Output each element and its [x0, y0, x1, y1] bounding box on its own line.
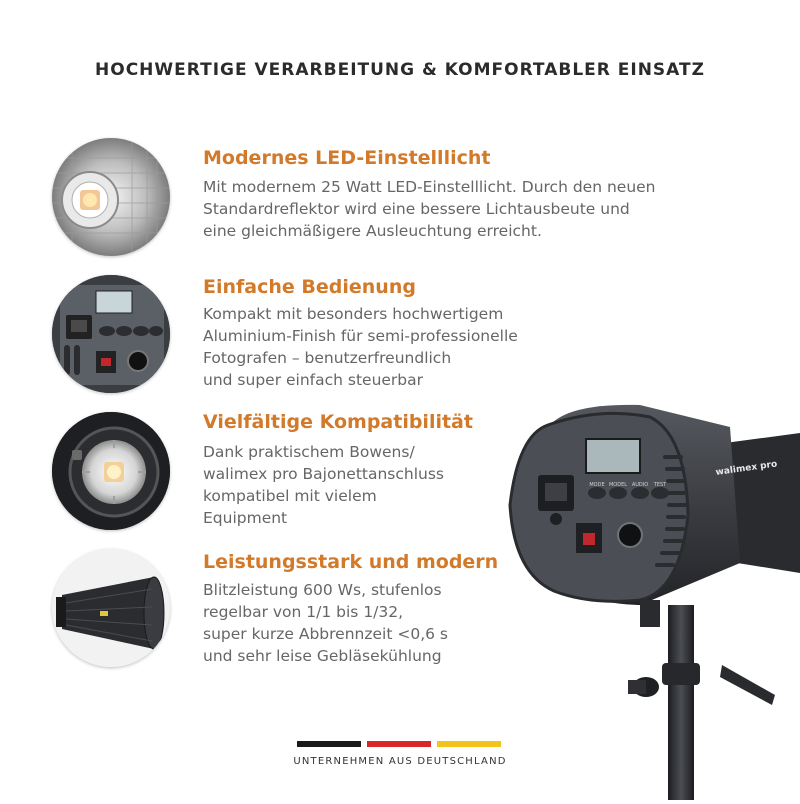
- bayonet-mount-thumbnail: [52, 412, 170, 530]
- feature-text-line: Mit modernem 25 Watt LED-Einstelllicht. Durch den neuen: [203, 178, 656, 196]
- reflector-thumbnail: [52, 549, 170, 667]
- feature-text-line: Equipment: [203, 509, 288, 527]
- brand-logo: walimex pro: [715, 459, 778, 478]
- page-headline: HOCHWERTIGE VERARBEITUNG & KOMFORTABLER EINSATZ: [95, 60, 705, 80]
- feature-text-line: Blitzleistung 600 Ws, stufenlos: [203, 581, 442, 599]
- feature-title-performance: Leistungsstark und modern: [203, 551, 499, 573]
- studio-flash-product-image: [490, 395, 800, 800]
- feature-text-compatibility: [203, 441, 444, 529]
- feature-text-line: Fotografen – benutzerfreundlich: [203, 349, 452, 367]
- feature-text-line: super kurze Abbrennzeit <0,6 s: [203, 625, 448, 643]
- feature-text-line: Aluminium-Finish für semi-professionelle: [203, 327, 518, 345]
- panel-button-label: TEST: [653, 482, 667, 488]
- panel-button-label: MODEL: [608, 482, 628, 488]
- feature-text-line: und sehr leise Gebläsekühlung: [203, 647, 442, 665]
- flag-stripe-red: [367, 741, 431, 747]
- feature-text-line: eine gleichmäßigere Ausleuchtung erreicht.: [203, 222, 542, 240]
- feature-text-operation: [203, 303, 518, 391]
- feature-title-operation: Einfache Bedienung: [203, 276, 416, 298]
- feature-text-line: und super einfach steuerbar: [203, 371, 424, 389]
- feature-text-line: Kompakt mit besonders hochwertigem: [203, 305, 504, 323]
- feature-text-led: [203, 176, 656, 242]
- panel-button-label: MODE: [589, 482, 605, 488]
- control-panel-thumbnail: [52, 275, 170, 393]
- feature-title-led: Modernes LED-Einstelllicht: [203, 147, 491, 169]
- feature-text-line: Standardreflektor wird eine bessere Lichtausbeute und: [203, 200, 630, 218]
- flag-stripe-gold: [437, 741, 501, 747]
- feature-text-line: kompatibel mit vielem: [203, 487, 377, 505]
- feature-text-line: walimex pro Bajonettanschluss: [203, 465, 444, 483]
- flag-stripe-black: [297, 741, 361, 747]
- feature-text-line: Dank praktischem Bowens/: [203, 443, 415, 461]
- feature-title-compatibility: Vielfältige Kompatibilität: [203, 411, 473, 433]
- feature-text-performance: [203, 579, 448, 667]
- panel-button-label: AUDIO: [631, 482, 649, 488]
- feature-text-line: regelbar von 1/1 bis 1/32,: [203, 603, 404, 621]
- origin-label: UNTERNEHMEN AUS DEUTSCHLAND: [293, 756, 507, 767]
- led-modeling-light-thumbnail: [52, 138, 170, 256]
